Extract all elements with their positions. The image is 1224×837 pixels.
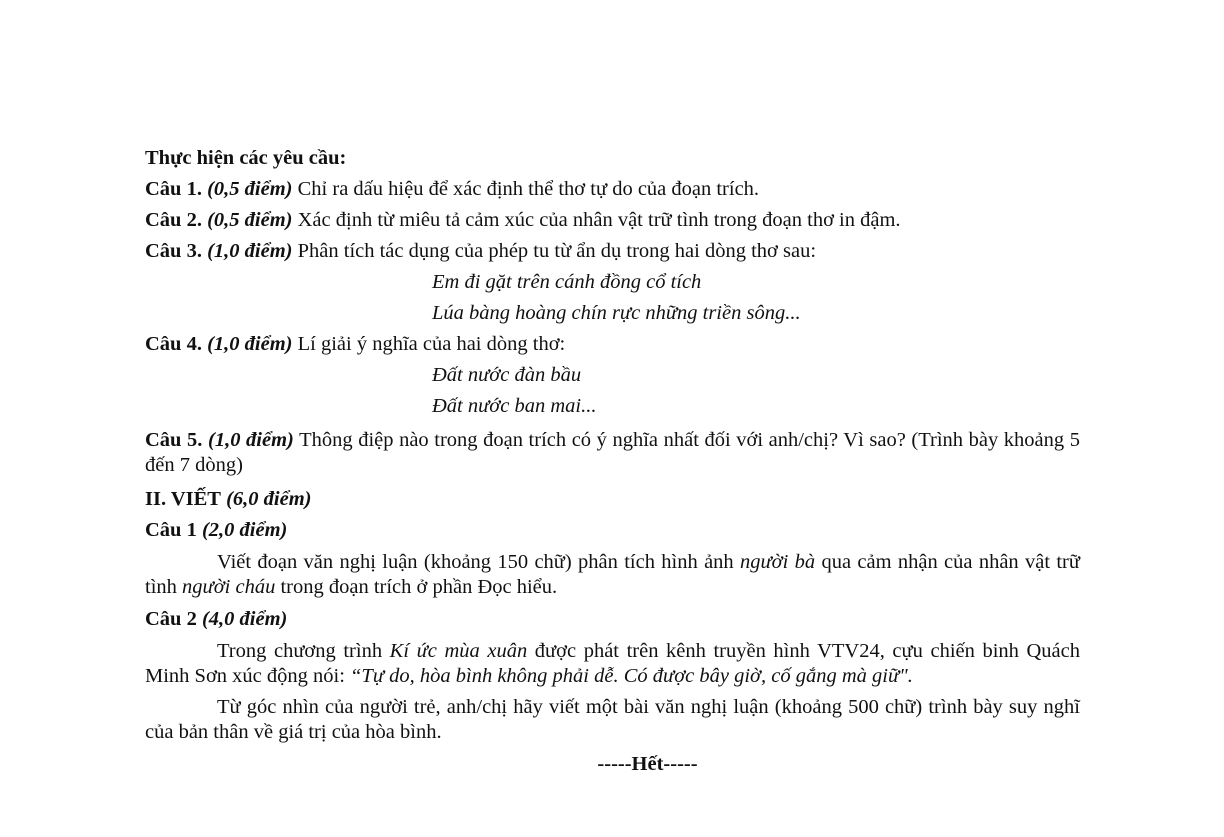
question-5 xyxy=(145,428,1080,478)
exam-page xyxy=(145,143,1080,780)
writing-question-2-heading xyxy=(145,604,1080,635)
question-2 xyxy=(145,205,1080,236)
question-points: (4,0 điểm) xyxy=(201,608,288,630)
question-text: Phân tích tác dụng của phép tu từ ẩn dụ trong hai dòng thơ sau: xyxy=(297,240,817,262)
question-text: Chỉ ra dấu hiệu để xác định thể thơ tự do của đoạn trích. xyxy=(297,178,760,200)
section-points: (6,0 điểm) xyxy=(226,488,312,510)
question-points: (1,0 điểm) xyxy=(208,429,294,451)
emphasis-text: người cháu xyxy=(182,576,276,598)
writing-question-1-heading xyxy=(145,515,1080,546)
question-3 xyxy=(145,236,1080,267)
question-points: (1,0 điểm) xyxy=(207,240,293,262)
writing-question-1-text xyxy=(145,550,1080,600)
question-points: (2,0 điểm) xyxy=(201,519,288,541)
question-text: Thông điệp nào trong đoạn trích có ý nghĩa nhất đối với anh/chị? Vì sao? (Trình bày khoảng 5 đến 7 dòng) xyxy=(145,429,1080,476)
verse-line: Lúa bàng hoàng chín rực những triền sông... xyxy=(432,302,801,324)
question-label: Câu 1. xyxy=(145,178,202,200)
question-points: (1,0 điểm) xyxy=(207,333,293,355)
verse-line: Đất nước ban mai... xyxy=(432,395,597,417)
writing-question-2-paragraph-2: Từ góc nhìn của người trẻ, anh/chị hãy viết một bài văn nghị luận (khoảng 500 chữ) trình bày suy nghĩ của bản thân về giá trị của hòa bình. xyxy=(145,696,1080,743)
verse-line: Em đi gặt trên cánh đồng cổ tích xyxy=(432,271,702,293)
end-mark: -----Hết----- xyxy=(597,753,698,775)
program-title: Kí ức mùa xuân xyxy=(389,640,528,662)
text-segment: Trong chương trình xyxy=(217,640,390,662)
instructions-heading: Thực hiện các yêu cầu: xyxy=(145,147,347,169)
question-label: Câu 1 xyxy=(145,519,197,541)
text-segment: được phát trên kênh truyền hình VTV24, cựu chiến binh Quách Minh Sơn xúc động nói: xyxy=(145,640,1080,687)
text-segment: trong đoạn trích ở phần Đọc hiểu. xyxy=(275,576,558,598)
question-points: (0,5 điểm) xyxy=(207,209,293,231)
text-segment: qua cảm nhận của nhân vật trữ tình xyxy=(145,551,1080,598)
writing-section-heading xyxy=(145,484,1080,515)
question-label: Câu 2 xyxy=(145,608,197,630)
quote-text: “Tự do, hòa bình không phải dễ. Có được bây giờ, cố gắng mà giữ". xyxy=(350,665,913,687)
question-text: Lí giải ý nghĩa của hai dòng thơ: xyxy=(297,333,566,355)
question-label: Câu 4. xyxy=(145,333,202,355)
question-1 xyxy=(145,174,1080,205)
question-label: Câu 5. xyxy=(145,429,203,451)
question-4 xyxy=(145,329,1080,360)
question-points: (0,5 điểm) xyxy=(207,178,293,200)
question-text: Xác định từ miêu tả cảm xúc của nhân vật trữ tình trong đoạn thơ in đậm. xyxy=(297,209,901,231)
verse-line: Đất nước đàn bầu xyxy=(432,364,582,386)
emphasis-text: người bà xyxy=(740,551,816,573)
section-title: II. VIẾT xyxy=(145,488,221,510)
text-segment: Viết đoạn văn nghị luận (khoảng 150 chữ) phân tích hình ảnh xyxy=(217,551,740,573)
writing-question-2-paragraph-1 xyxy=(145,639,1080,689)
question-label: Câu 2. xyxy=(145,209,202,231)
question-label: Câu 3. xyxy=(145,240,202,262)
